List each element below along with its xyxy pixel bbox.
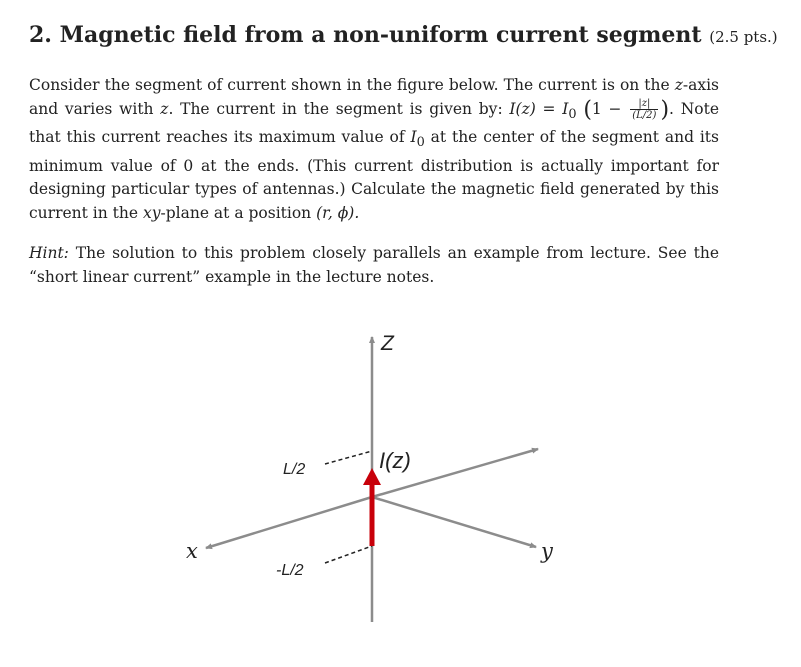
bottom-bound-label: -L/2: [276, 562, 304, 579]
statement-text-1: Consider the segment of current shown in the figure below. The current is on the: [29, 76, 675, 94]
z-axis-label: Z: [381, 332, 394, 355]
statement-text-3: . The current in the segment is given by:: [168, 99, 510, 118]
statement-text-5: at the center of the segment and its minimum value of 0 at the ends. (This current distribution is actually important for designing particular types of antennas.) Calculate the magnetic field generated by this current in the: [29, 128, 719, 222]
fraction-numerator: |z|: [630, 98, 658, 110]
top-dash-line: [325, 451, 372, 464]
x-axis-label: x: [186, 539, 198, 563]
points-label: (2.5 pts.): [709, 28, 778, 46]
formula-period: .: [669, 99, 674, 118]
formula-one: 1 −: [591, 99, 629, 118]
y-axis-label: y: [541, 539, 553, 563]
statement-text-4: Note that this current reaches its maximum value of: [29, 99, 719, 147]
i0-symbol: I: [410, 128, 417, 147]
top-bound-label: L/2: [283, 461, 306, 478]
z-variable: z: [674, 76, 683, 94]
current-label: I(z): [379, 448, 411, 473]
y-axis: [372, 497, 536, 547]
formula-open-paren: (: [583, 96, 592, 122]
hint-text: The solution to this problem closely parallels an example from lecture. See the “short linear current” example in the lecture notes.: [29, 244, 719, 286]
x-axis: [206, 497, 372, 548]
position-coordinates: (r, ϕ).: [316, 203, 360, 222]
fraction-denominator: (L/2): [632, 110, 657, 121]
xy-variable: xy: [142, 203, 161, 222]
problem-title-text: 2. Magnetic field from a non-uniform current segment: [29, 22, 702, 48]
z-variable: z: [160, 99, 169, 118]
formula-close-paren: ): [660, 96, 670, 122]
formula-lhs: I(z) = I: [509, 99, 569, 118]
hint-label: Hint:: [29, 244, 69, 262]
statement-text-2: -axis and varies with: [29, 76, 719, 118]
formula-subscript: 0: [568, 106, 577, 122]
i0-subscript: 0: [416, 135, 425, 151]
bottom-dash-line: [325, 546, 372, 563]
statement-text-6: -plane at a position: [160, 203, 317, 222]
